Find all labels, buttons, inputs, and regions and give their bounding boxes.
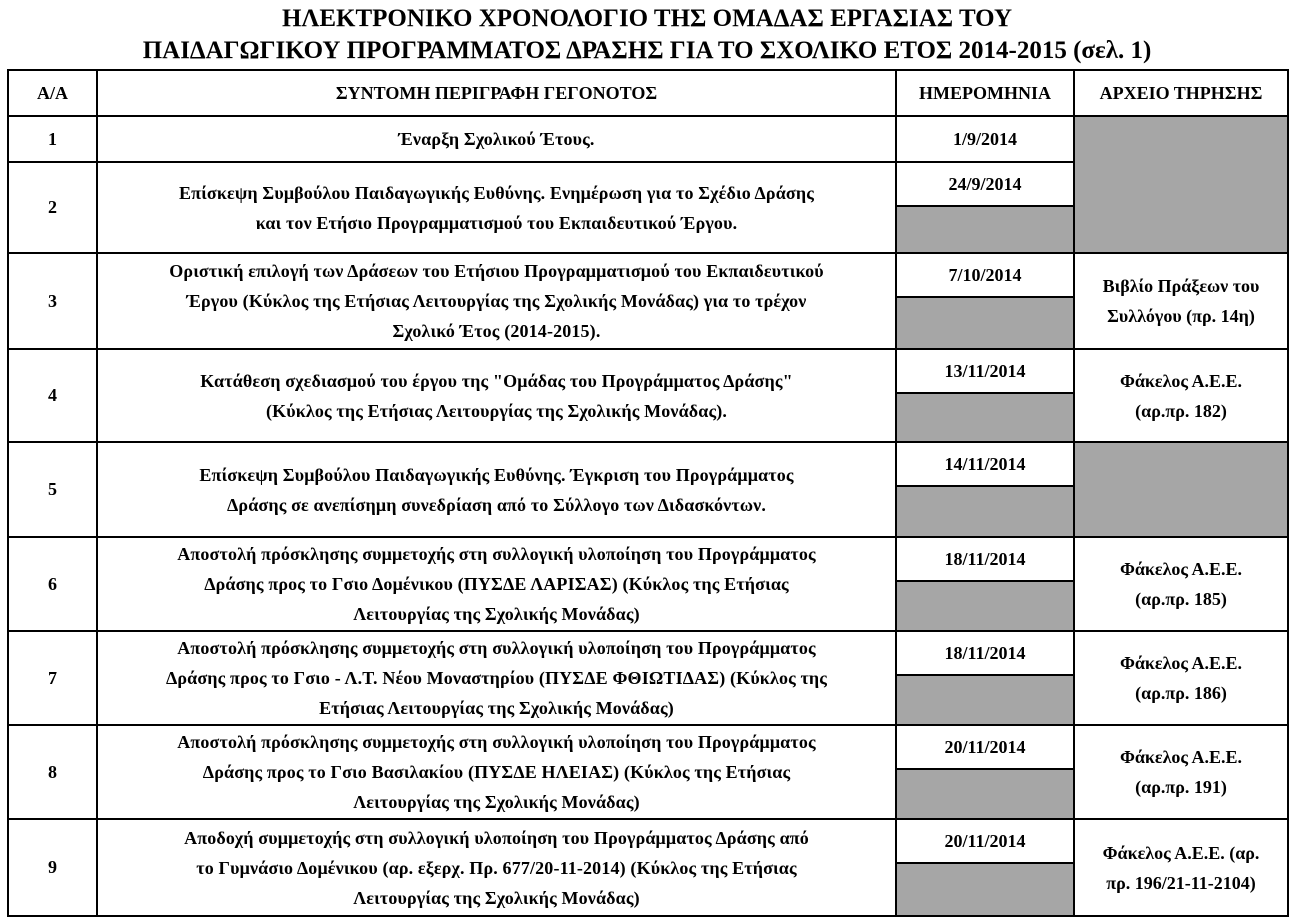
description-line: Επίσκεψη Συμβούλου Παιδαγωγικής Ευθύνης. Ενημέρωση για το Σχέδιο Δράσης — [179, 182, 814, 203]
description-line: Αποδοχή συμμετοχής στη συλλογική υλοποίηση του Προγράμματος Δράσης από — [184, 827, 809, 848]
description-line: Δράσης προς το Γσιο Δομένικου (ΠΥΣΔΕ ΛΑΡΙΣΑΣ) (Κύκλος της Ετήσιας — [204, 574, 789, 594]
row-number: 2 — [8, 162, 97, 253]
description-line: (Κύκλος της Ετήσιας Λειτουργίας της Σχολικής Μονάδας). — [265, 400, 728, 421]
description-line: Κατάθεση σχεδιασμού του έργου της "Ομάδας του Προγράμματος Δράσης" — [200, 370, 793, 391]
description-line: και τον Ετήσιο Προγραμματισμού του Εκπαιδευτικού Έργου. — [255, 212, 738, 233]
archive-line: Φάκελος Α.Ε.Ε. (αρ. — [1102, 842, 1260, 863]
table-row — [8, 349, 1288, 442]
event-description — [97, 725, 896, 819]
date-value: 13/11/2014 — [897, 350, 1073, 394]
row-number: 4 — [8, 349, 97, 442]
column-header-archive: ΑΡΧΕΙΟ ΤΗΡΗΣΗΣ — [1074, 70, 1288, 116]
table-row — [8, 537, 1288, 631]
column-header-description: ΣΥΝΤΟΜΗ ΠΕΡΙΓΡΑΦΗ ΓΕΓΟΝΟΤΟΣ — [97, 70, 896, 116]
description-line: Οριστική επιλογή των Δράσεων του Ετήσιου Προγραμματισμού του Εκπαιδευτικού — [169, 261, 824, 281]
event-date — [896, 819, 1074, 916]
row-number: 5 — [8, 442, 97, 537]
date-value: 20/11/2014 — [897, 726, 1073, 770]
archive-line: Βιβλίο Πράξεων του — [1102, 276, 1260, 296]
table-row — [8, 631, 1288, 725]
date-shaded-area — [897, 298, 1073, 348]
chronology-table — [7, 69, 1289, 917]
archive-line: (αρ.πρ. 185) — [1135, 589, 1227, 609]
description-line: Αποστολή πρόσκλησης συμμετοχής στη συλλογική υλοποίηση του Προγράμματος — [177, 544, 816, 564]
table-header-row — [8, 70, 1288, 116]
description-line: Ετήσιας Λειτουργίας της Σχολικής Μονάδας) — [319, 698, 674, 718]
date-shaded-area — [897, 676, 1073, 724]
description-line: το Γυμνάσιο Δομένικου (αρ. εξερχ. Πρ. 677/20-11-2014) (Κύκλος της Ετήσιας — [196, 857, 797, 878]
archive-line: (αρ.πρ. 182) — [1135, 400, 1227, 421]
event-description — [97, 819, 896, 916]
date-value: 18/11/2014 — [897, 538, 1073, 582]
archive-reference — [1074, 631, 1288, 725]
page-title-line-2: ΠΑΙΔΑΓΩΓΙΚΟΥ ΠΡΟΓΡΑΜΜΑΤΟΣ ΔΡΑΣΗΣ ΓΙΑ ΤΟ ΣΧΟΛΙΚΟ ΕΤΟΣ 2014-2015 (σελ. 1) — [142, 37, 1152, 64]
row-number: 9 — [8, 819, 97, 916]
date-value: 20/11/2014 — [897, 820, 1073, 864]
row-number: 6 — [8, 537, 97, 631]
date-shaded-area — [897, 770, 1073, 818]
column-header-number: Α/Α — [8, 70, 97, 116]
event-date — [896, 537, 1074, 631]
description-line: Λειτουργίας της Σχολικής Μονάδας) — [353, 887, 640, 908]
date-value: 7/10/2014 — [897, 254, 1073, 298]
description-line: Έναρξη Σχολικού Έτους. — [398, 129, 595, 149]
row-number: 3 — [8, 253, 97, 349]
event-date — [896, 349, 1074, 442]
archive-line: (αρ.πρ. 186) — [1135, 683, 1227, 703]
date-value: 14/11/2014 — [897, 443, 1073, 487]
row-number: 1 — [8, 116, 97, 162]
table-row — [8, 725, 1288, 819]
description-line: Έργου (Κύκλος της Ετήσιας Λειτουργίας της Σχολικής Μονάδας) για το τρέχον — [186, 291, 807, 311]
archive-line: Συλλόγου (πρ. 14η) — [1107, 306, 1255, 326]
event-date — [896, 442, 1074, 537]
event-description — [97, 442, 896, 537]
description-line: Σχολικό Έτος (2014-2015). — [392, 321, 601, 341]
event-date — [896, 116, 1074, 162]
date-value: 24/9/2014 — [897, 163, 1073, 207]
event-description — [97, 253, 896, 349]
description-line: Λειτουργίας της Σχολικής Μονάδας) — [353, 792, 640, 812]
table-row — [8, 253, 1288, 349]
description-line: Δράσης προς το Γσιο Βασιλακίου (ΠΥΣΔΕ ΗΛΕΙΑΣ) (Κύκλος της Ετήσιας — [202, 762, 791, 782]
description-line: Αποστολή πρόσκλησης συμμετοχής στη συλλογική υλοποίηση του Προγράμματος — [177, 638, 816, 658]
table-row — [8, 819, 1288, 916]
column-header-date: ΗΜΕΡΟΜΗΝΙΑ — [896, 70, 1074, 116]
description-line: Αποστολή πρόσκλησης συμμετοχής στη συλλογική υλοποίηση του Προγράμματος — [177, 732, 816, 752]
description-line: Δράσης σε ανεπίσημη συνεδρίαση από το Σύλλογο των Διδασκόντων. — [227, 494, 766, 515]
page-title-line-1: ΗΛΕΚΤΡΟΝΙΚΟ ΧΡΟΝΟΛΟΓΙΟ ΤΗΣ ΟΜΑΔΑΣ ΕΡΓΑΣΙΑΣ ΤΟΥ — [281, 5, 1013, 32]
table-row — [8, 442, 1288, 537]
event-description — [97, 116, 896, 162]
archive-reference — [1074, 349, 1288, 442]
description-line: Λειτουργίας της Σχολικής Μονάδας) — [353, 604, 640, 624]
archive-reference — [1074, 725, 1288, 819]
date-value: 1/9/2014 — [952, 128, 1017, 149]
date-shaded-area — [897, 864, 1073, 915]
row-number: 7 — [8, 631, 97, 725]
archive-line: Φάκελος Α.Ε.Ε. — [1119, 370, 1243, 391]
event-date — [896, 253, 1074, 349]
archive-cell-empty — [1074, 442, 1288, 537]
description-line: Επίσκεψη Συμβούλου Παιδαγωγικής Ευθύνης. Έγκριση του Προγράμματος — [199, 464, 794, 485]
event-description — [97, 349, 896, 442]
archive-line: Φάκελος Α.Ε.Ε. — [1119, 559, 1243, 579]
date-shaded-area — [897, 582, 1073, 630]
event-description — [97, 537, 896, 631]
archive-reference — [1074, 819, 1288, 916]
description-line: Δράσης προς το Γσιο - Λ.Τ. Νέου Μοναστηρίου (ΠΥΣΔΕ ΦΘΙΩΤΙΔΑΣ) (Κύκλος της — [165, 668, 828, 688]
event-date — [896, 162, 1074, 253]
event-description — [97, 631, 896, 725]
row-number: 8 — [8, 725, 97, 819]
date-shaded-area — [897, 207, 1073, 252]
archive-cell-empty — [1074, 116, 1288, 253]
date-shaded-area — [897, 394, 1073, 441]
event-date — [896, 725, 1074, 819]
archive-reference — [1074, 537, 1288, 631]
event-date — [896, 631, 1074, 725]
archive-line: Φάκελος Α.Ε.Ε. — [1119, 653, 1243, 673]
archive-line: Φάκελος Α.Ε.Ε. — [1119, 747, 1243, 767]
archive-reference — [1074, 253, 1288, 349]
date-value: 18/11/2014 — [897, 632, 1073, 676]
table-row — [8, 116, 1288, 162]
archive-line: πρ. 196/21-11-2104) — [1106, 872, 1256, 893]
archive-line: (αρ.πρ. 191) — [1135, 777, 1227, 797]
date-shaded-area — [897, 487, 1073, 536]
event-description — [97, 162, 896, 253]
